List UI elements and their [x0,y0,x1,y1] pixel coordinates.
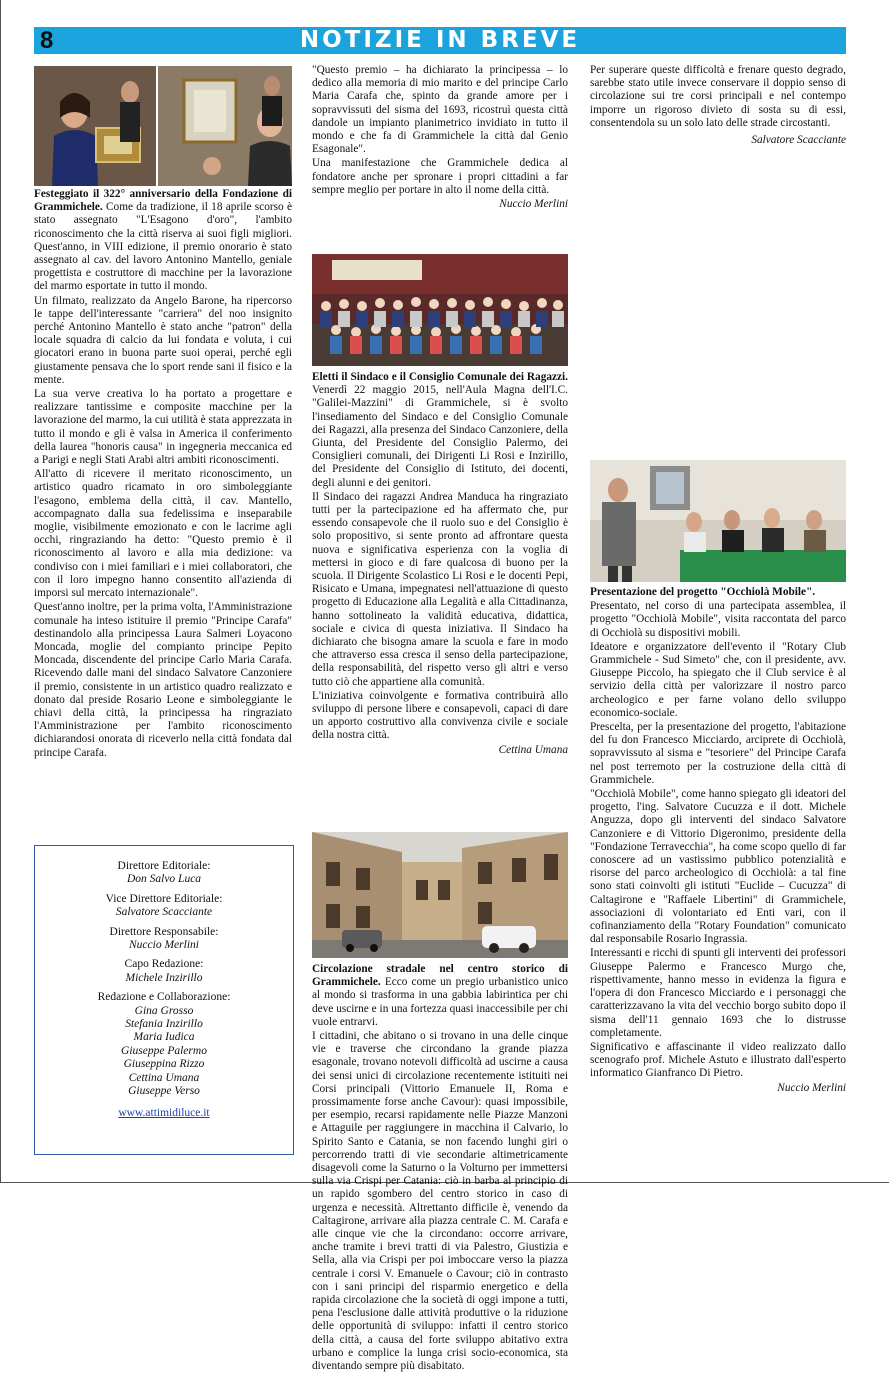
staff-person: Salvatore Scacciante [115,906,213,919]
photo-historic-street [312,832,568,958]
staff-group [35,991,293,1098]
article-paragraph: L'iniziativa coinvolgente e formativa contribuirà allo sviluppo di persone libere e consapevoli, capaci di dare un apporto costruttivo alla convivenza civile e sociale della nostra città. [312,689,568,742]
article-paragraph: Quest'anno inoltre, per la prima volta, l'Amministrazione comunale ha inteso istituire il premio "Principe Carafa" destinandolo alla principessa Laura Salmeri Loyacono Moncada, moglie del compianto principe Pepito Moncada, discendente del principe Carlo Maria Carafa. Ricevendo dalle mani del sindaco Salvatore Canzoniere il premio, consistente in un artistico quadro realizzato e donato dal preside Rosario Leone e simboleggiante le chiavi della città, la principessa ha ringraziato l'Amministrazione per l'ambito riconoscimento dichiarandosi onorata di riceverlo nella città fondata dal principe Carafa. [34,601,292,759]
photo-occhiola-presentation [590,460,846,582]
article-paragraph: Presentato, nel corso di una partecipata assemblea, il progetto "Occhiolà Mobile", visita raccontata del parco di Occhiolà su dispositivi mobili. [590,600,846,639]
website-link[interactable]: www.attimidiluce.it [118,1106,210,1119]
staff-group [35,958,293,985]
article-occhiola [590,586,846,1176]
article-circolazione [312,963,568,1373]
article-author: Nuccio Merlini [777,1081,846,1094]
staff-role: Capo Redazione: [124,958,204,971]
staff-person: Maria Iudica [133,1031,195,1044]
staff-role: Direttore Editoriale: [117,860,211,872]
article-paragraph: Una manifestazione che Grammichele dedica al fondatore anche per spronare i propri cittadini a far sempre meglio per portare in alto il nome della città. [312,157,568,196]
article-paragraph: Per superare queste difficoltà e frenare questo degrado, sarebbe stato utile invece conservare il doppio senso di circolazione sui tre corsi principali e nel contempo imporre un rigoroso divieto di sosta su di essi, consentendola su un solo lato delle strade circostanti. [590,64,846,129]
article-sindaco [312,371,568,823]
article-paragraph: La sua verve creativa lo ha portato a progettare e realizzare tantissime e composite macchine per la lavorazione del marmo, la cui utilità è stata apprezzata in tutto il mondo e gli è valsa in America il conferimento della laurea "honoris causa" in ingegneria meccanica ed a Parigi e negli Stati Arabi altri ambiti riconoscimenti. [34,388,292,467]
staff-person: Giuseppe Verso [128,1085,200,1098]
staff-person: Gina Grosso [134,1004,194,1017]
article-headline: Eletti il Sindaco e il Consiglio Comunale dei Ragazzi. [312,371,568,383]
staff-person: Nuccio Merlini [129,939,199,952]
staff-role: Redazione e Collaborazione: [97,991,231,1004]
staff-person: Don Salvo Luca [126,873,202,886]
photo-award-ceremony [34,66,292,186]
article-paragraph: Ideatore e organizzatore dell'evento il "Rotary Club Grammichele - Sud Simeto" che, con il presidente, avv. Giuseppe Piccolo, ha spiegato che il Club service è al servizio della città per valorizzare il nostro parco archeologico e per farne volano dello sviluppo economico-sociale. [590,640,846,719]
staff-role: Vice Direttore Editoriale: [105,892,223,905]
article-paragraph: All'atto di ricevere il meritato riconoscimento, un artistico quadro ricamato in oro simboleggiante l'esagono, emblema della città, il cav. Mantello, accompagnato dalla sua fedelissima e inseparabile moglie, visibilmente emozionato e con le lacrime agli occhi, ringraziando ha detto: "Questo premio è il riconoscimento al lavoro e alla mia dedizione: va condiviso con i miei familiari e i miei collaboratori, che con il loro impegno hanno consentito all'azienda di imporsi sul mercato internazionale". [34,468,292,600]
article-paragraph: I cittadini, che abitano o si trovano in una delle cinque vie e traverse che circondano la grande piazza esagonale, trovano notevoli difficoltà ad uscirne a causa dei sensi unici di circolazione recentemente istituiti nei Corsi principali (Vittorio Emanuele II, Roma e prossimamente forse anche Cavour): quasi impossibile, per esempio, recarsi rapidamente nelle Piazze Manzoni e Attaguile per raggiungere in macchina il Calvario, lo Spirito Santo e Catania, se non facendo lunghi giri o percorrendo tratti di vie secondarie altimetricamente disagevoli come la Saturno o la Volturno per immettersi sulla via Crispi per Catania: ciò in barba al principio di un rapido sgombero del centro storico in caso di urgenza e necessità. Altrettanto difficile è, venendo da Caltagirone, arrivare alla piazza centrale C. M. Carafa e alle cinque vie che la circondano: occorre arrivare, anche tramite i brevi tratti di via Palestro, Giustizia e Sella, alla via Crispi per poi imboccare verso la piazza centrale i corsi V. Emanuele o Cavour; ciò in contrasto con i sani principi del risparmio energetico e della rapida circolazione che la società di oggi impone a tutti, pena l'esclusione dalle attività produttive o la riduzione delle opportunità di sviluppo: infatti il centro storico della città, a causa del forte sviluppo abitativo extra urbano e complice la lunga crisi socio-economica, sta diventando sempre più disabitato. [312,1030,568,1373]
staff-role: Direttore Responsabile: [109,925,219,938]
article-paragraph: "Questo premio – ha dichiarato la principessa – lo dedico alla memoria di mio marito e del principe Carlo Maria Carafa che, spinto da grande amore per i sopravvissuti del sisma del 1693, ricostruì questa città dandole un impianto planimetrico invidiato in tutto il mondo e che fa di Grammichele la città dal Genio Esagonale". [312,64,568,156]
staff-group [35,926,293,953]
editorial-staff-box [34,845,294,1155]
article-paragraph: Prescelta, per la presentazione del progetto, l'abitazione del fu don Francesco Micciardo, arciprete di Occhiolà, sopravvissuto al sisma e "tesoriere" del Principe Carafa nel post terremoto per la costruzione della città di Grammichele. [590,721,846,786]
article-paragraph: Venerdì 22 maggio 2015, nell'Aula Magna dell'I.C. "Galilei-Mazzini" di Grammichele, si è svolto l'insediamento del Sindaco e del Consiglio Comunale dei Ragazzi, alla presenza del Sindaco Canzoniere, della Giunta, del Presidente del Consiglio Palermo, dei Consiglieri comunali, dei Dirigenti Li Rosi e Inzirillo, del Presidente del Consiglio di Istituto, dei docenti, degli alunni e dei genitori. [312,384,568,489]
section-title: NOTIZIE IN BREVE [299,27,581,53]
article-author: Salvatore Scacciante [751,134,846,147]
article-esagono [34,188,292,824]
article-author: Nuccio Merlini [499,198,568,211]
article-circolazione-continued [590,64,846,454]
staff-person: Giuseppina Rizzo [123,1058,205,1071]
article-headline: Circolazione stradale nel centro storico di Grammichele. [312,963,568,989]
article-esagono-continued [312,64,568,250]
article-paragraph: Il Sindaco dei ragazzi Andrea Manduca ha ringraziato tutti per la partecipazione ed ha affermato che, pur essendo consapevole che il ruolo suo e del Consiglio è solo propositivo, si sente pronto ad affrontare questa nuova e significativa esperienza con la voglia di mettersi in gioco e di fare qualcosa di buono per la scuola. Il Dirigente Scolastico Li Rosi e le docenti Pepi, Risicato e Umana, impegnatesi nell'attuazione di questo progetto di Educazione alla Legalità e alla Cittadinanza, hanno sottolineato la validità educativa, didattica, sociale e civica di questa iniziativa. Il Sindaco ha dichiarato che bisogna amare la scuola e fare in modo che attraverso essa cresca il senso della partecipazione, della responsabilità, del rispetto verso gli altri e verso tutto ciò che appartiene alla comunità. [312,490,568,688]
article-paragraph: "Occhiolà Mobile", come hanno spiegato gli ideatori del progetto, l'ing. Salvatore Cucuzza e il dott. Michele Anguzza, dopo gli interventi del sindaco Salvatore Canzoniere e di Vittorio Digeronimo, presidente della "Fondazione Terravecchia", ha come scopo quello di far conoscere ad un vastissimo pubblico potenzialità e risorse del parco archeologico di Occhiolà: a tal fine sono stati coinvolti gli istituti "Euclide – Cucuzza" di Caltagirone e "Raffaele Libertini" di Grammichele, associazioni di volontariato ed Enti vari, con il cofinanziamento della "Rotary Foundation" comunicato dal responsabile Rosario Ingrassia. [590,788,846,946]
article-paragraph: Come da tradizione, il 18 aprile scorso è stato assegnato "L'Esagono d'oro", l'ambito riconoscimento che la città riserva ai suoi figli migliori. Quest'anno, in VIII edizione, il premio onorario è stato assegnato al cav. del lavoro Antonino Mantello, geniale progettista e costruttore di macchine per la lavorazione del marmo esportate in tutto il mondo. [34,201,292,293]
page-header [34,27,846,54]
staff-group [35,893,293,920]
staff-person: Michele Inzirillo [125,971,203,984]
staff-group [35,860,293,887]
staff-person: Stefania Inzirillo [125,1018,203,1031]
article-paragraph: Ecco come un pregio urbanistico unico al mondo si trasforma in una gabbia labirintica per chi deve uscirne e in una fortezza quasi inaccessibile per chi vuole entrarvi. [312,976,568,1028]
photo-children-council [312,254,568,366]
article-headline: Festeggiato il 322° anniversario della Fondazione di Grammichele. [34,188,292,214]
staff-person: Cettina Umana [128,1071,200,1084]
article-paragraph: Un filmato, realizzato da Angelo Barone, ha ripercorso le tappe dell'interessante "carriera" del noo insignito perché Antonino Mantello è stato anche "patron" della locale squadra di calcio da lui fondata e voluta, i cui giocatori erano in buona parte suoi operai, perché egli giustamente pensava che lo sport rende sani il fisico e la mente. [34,294,292,386]
staff-person: Giuseppe Palermo [121,1044,207,1057]
article-paragraph: Significativo e affascinante il video realizzato dallo scenografo prof. Michele Astuto e illustrato dall'esperto informatico Gianfranco Di Pietro. [590,1040,846,1080]
article-headline: Presentazione del progetto "Occhiolà Mobile". [590,586,816,598]
page-number: 8 [40,27,54,54]
article-paragraph: Interessanti e ricchi di spunti gli interventi dei professori Giuseppe Palermo e Francesco Murgo che, rispettivamente, hanno messo in evidenza la figura e l'opera di don Francesco Micciardo e i personaggi che caratterizzavano la vita del vecchio borgo subito dopo il sisma dell'11 gennaio 1693 che lo distrusse completamente. [590,947,846,1039]
article-author: Cettina Umana [498,743,568,756]
